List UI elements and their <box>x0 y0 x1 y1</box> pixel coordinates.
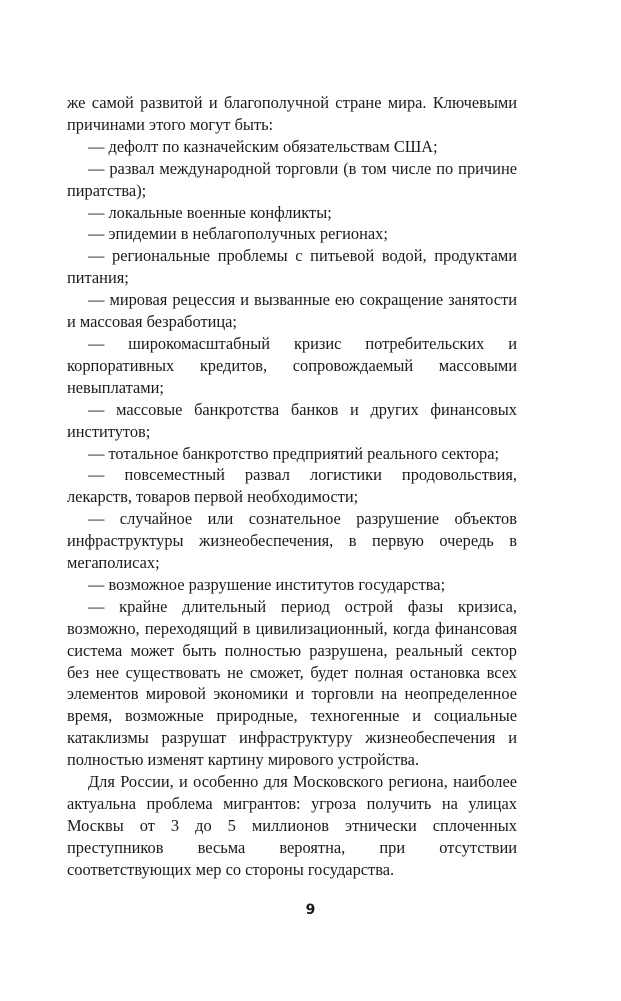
final-paragraph: Для России, и особенно для Московского региона, наиболее актуальна проблема мигрантов: угроза получить на улицах Москвы от 3 до 5 миллионов этнически сплоченных преступников весьма вероятна, при отсутствии соответствующих мер со стороны государства. <box>67 772 517 879</box>
list-item: — возможное разрушение институтов государства; <box>88 574 446 594</box>
list-item: — развал международной торговли (в том числе по причине пиратства); <box>67 158 517 200</box>
list-item: — дефолт по казначейским обязательствам США; <box>88 136 438 156</box>
page-body <box>67 92 517 881</box>
intro-paragraph: же самой развитой и благополучной стране мира. Ключевыми причинами этого могут быть: <box>67 93 517 134</box>
list-item: — крайне длительный период острой фазы кризиса, возможно, переходящий в цивилизационный, когда финансовая система может быть полностью разрушена, реальный сектор без нее существовать не сможет, будет полная остановка всех элементов мировой экономики и торговли на неопределенное время, возможные природные, техногенные и социальные катаклизмы разрушат инфраструктуру жизнеобеспечения и полностью изменят картину мирового устройства. <box>67 596 517 770</box>
list-item: — эпидемии в неблагополучных регионах; <box>88 224 388 244</box>
list-item: — широкомасштабный кризис потребительских и корпоративных кредитов, сопровождаемый массовыми невыплатами; <box>67 333 517 397</box>
list-item: — тотальное банкротство предприятий реального сектора; <box>88 443 500 463</box>
page-number: 9 <box>305 902 316 918</box>
list-item: — случайное или сознательное разрушение объектов инфраструктуры жизнеобеспечения, в первую очередь в мегаполисах; <box>67 509 517 573</box>
list-item: — локальные военные конфликты; <box>88 202 332 222</box>
list-item: — массовые банкротства банков и других финансовых институтов; <box>67 399 517 441</box>
list-item: — мировая рецессия и вызванные ею сокращение занятости и массовая безработица; <box>67 290 517 332</box>
list-item: — региональные проблемы с питьевой водой, продуктами питания; <box>67 246 517 288</box>
list-item: — повсеместный развал логистики продовольствия, лекарств, товаров первой необходимости; <box>67 465 517 507</box>
